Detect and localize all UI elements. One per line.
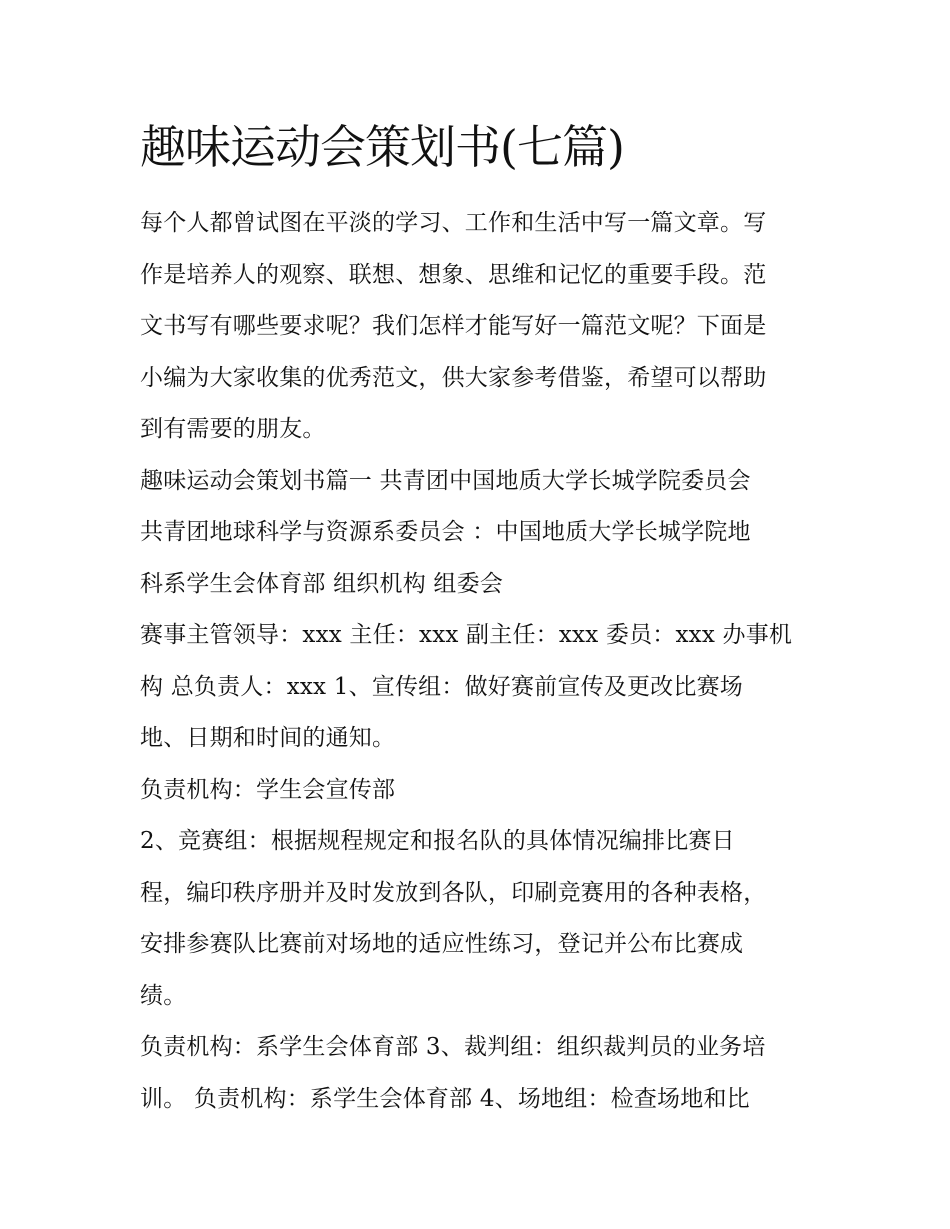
body-line: 作是培养人的观察、联想、想象、思维和记忆的重要手段。范 — [140, 261, 767, 288]
document-body — [140, 198, 830, 1125]
body-line: 趣味运动会策划书篇一 共青团中国地质大学长城学院委员会 — [140, 467, 751, 494]
body-line: 地、日期和时间的通知。 — [140, 725, 396, 751]
body-line: 赛事主管领导：xxx 主任：xxx 副主任：xxx 委员：xxx 办事机 — [140, 622, 793, 648]
body-line: 文书写有哪些要求呢？我们怎样才能写好一篇范文呢？下面是 — [140, 313, 767, 339]
body-line: 程，编印秩序册并及时发放到各队，印刷竞赛用的各种表格， — [140, 879, 767, 906]
body-line: 2、竞赛组：根据规程规定和报名队的具体情况编排比赛日 — [140, 828, 735, 854]
body-line: 科系学生会体育部 组织机构 组委会 — [140, 570, 504, 597]
body-line: 训。 负责机构：系学生会体育部 4、场地组：检查场地和比 — [140, 1085, 750, 1112]
body-line: 负责机构：系学生会体育部 3、裁判组：组织裁判员的业务培 — [140, 1034, 766, 1060]
body-line: 绩。 — [140, 982, 187, 1009]
body-line: 每个人都曾试图在平淡的学习、工作和生活中写一篇文章。写 — [140, 210, 767, 236]
body-line: 负责机构：学生会宣传部 — [140, 776, 396, 803]
body-line: 到有需要的朋友。 — [140, 416, 326, 442]
body-line: 小编为大家收集的优秀范文，供大家参考借鉴，希望可以帮助 — [140, 364, 767, 391]
body-line: 构 总负责人：xxx 1、宣传组：做好赛前宣传及更改比赛场 — [140, 673, 743, 700]
body-line: 共青团地球科学与资源系委员会 ：中国地质大学长城学院地 — [140, 519, 751, 545]
body-line: 安排参赛队比赛前对场地的适应性练习，登记并公布比赛成 — [140, 931, 744, 957]
document-title: 趣味运动会策划书(七篇) — [140, 120, 624, 174]
